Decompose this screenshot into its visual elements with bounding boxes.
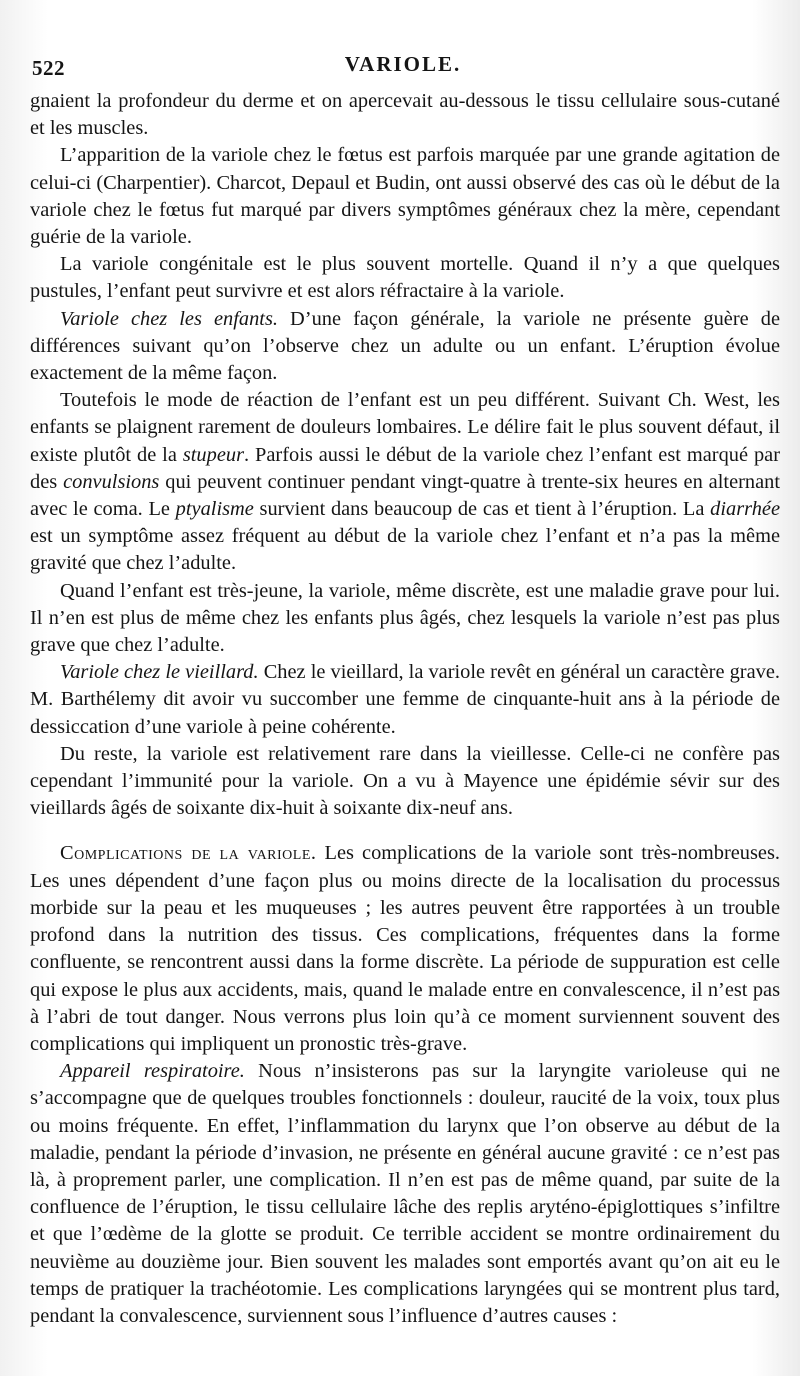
emphasis: stupeur bbox=[182, 443, 245, 466]
emphasis: diarrhée bbox=[710, 498, 780, 521]
section-break bbox=[30, 822, 780, 840]
section-heading: Complications de la variole. bbox=[60, 842, 317, 865]
paragraph-text: La variole congénitale est le plus souvent mortelle. Quand il n’y a que quelques pustules, l’enfant peut survivre et est alors réfractaire à la variole. bbox=[30, 253, 780, 303]
paragraph-text: Les complications de la variole sont très-nombreuses. Les unes dépendent d’une façon plus ou moins directe de la localisation du processus morbide sur la peau et les muqueuses ; les autres peuvent être rapportées à un trouble profond dans la nutrition des tissus. Ces complications, fréquentes dans la forme confluente, se rencontrent aussi dans la forme discrète. La période de suppuration est celle qui expose le plus aux accidents, mais, quand le malade entre en convalescence, il n’est pas à l’abri de tout danger. Nous verrons plus loin qu’à ce moment surviennent souvent des complications qui impliquent un pronostic très-grave. bbox=[30, 842, 781, 1055]
emphasis: convulsions bbox=[63, 470, 160, 493]
paragraph-text: Toutefois le mode de réaction de l’enfant est un peu différent. Suivant Ch. West, les enfants se plaignent rarement de douleurs lombaires. Le délire fait le plus souvent défaut, il existe plutôt de la bbox=[30, 389, 780, 466]
page-header bbox=[28, 52, 778, 84]
paragraph bbox=[30, 840, 780, 1058]
section-lead: Variole chez les enfants. bbox=[60, 307, 278, 330]
page-number: 522 bbox=[32, 56, 65, 80]
paragraph-text: L’apparition de la variole chez le fœtus est parfois marquée par une grande agitation de celui-ci (Charpentier). Charcot, Depaul et Budin, ont aussi observé des cas où le début de la variole chez le fœtus fut marqué par divers symptômes généraux chez la mère, cependant guérie de la variole. bbox=[30, 144, 780, 249]
paragraph-text: Du reste, la variole est relativement rare dans la vieillesse. Celle-ci ne confère pas cependant l’immunité pour la variole. On a vu à Mayence une épidémie sévir sur des vieillards âgés de soixante dix-huit à soixante dix-neuf ans. bbox=[30, 742, 780, 820]
paragraph bbox=[30, 306, 780, 388]
paragraph-text: survient dans beaucoup de cas et tient à l’éruption. La bbox=[253, 498, 711, 521]
paragraph bbox=[30, 1058, 780, 1330]
body-text bbox=[30, 88, 780, 1330]
section-lead: Variole chez le vieillard. bbox=[60, 661, 259, 684]
section-lead: Appareil respiratoire. bbox=[60, 1060, 245, 1083]
emphasis: ptyalisme bbox=[175, 498, 254, 521]
paragraph bbox=[30, 88, 780, 142]
running-title: VARIOLE. bbox=[344, 52, 462, 76]
paragraph-text: Quand l’enfant est très-jeune, la variole, même discrète, est une maladie grave pour lui. Il n’en est plus de même chez les enfants plus âgés, chez lesquels la variole n’est pas plus grave que chez l’adulte. bbox=[30, 579, 780, 657]
paragraph bbox=[30, 251, 780, 305]
paragraph-text: . Parfois aussi le début de la variole chez l’enfant est marqué par des bbox=[30, 443, 780, 493]
paragraph-text: Chez le vieillard, la variole revêt en général un caractère grave. M. Barthélemy dit avoir vu succomber une femme de cinquante-huit ans à la période de dessiccation d’une variole à peine cohérente. bbox=[30, 661, 780, 738]
paragraph-text: gnaient la profondeur du derme et on apercevait au-dessous le tissu cellulaire sous-cutané et les muscles. bbox=[30, 90, 780, 140]
paragraph-text: D’une façon générale, la variole ne présente guère de différences suivant qu’on l’observe chez un adulte ou un enfant. L’éruption évolue exactement de la même façon. bbox=[30, 307, 780, 385]
paragraph bbox=[30, 387, 780, 577]
paragraph-text: qui peuvent continuer pendant vingt-quatre à trente-six heures en alternant avec le coma. Le bbox=[30, 470, 781, 521]
paragraph bbox=[30, 741, 780, 823]
paragraph-text: est un symptôme assez fréquent au début de la variole chez l’enfant et n’a pas la même gravité que chez l’adulte. bbox=[30, 525, 780, 575]
paragraph bbox=[30, 142, 780, 251]
paragraph-text: Nous n’insisterons pas sur la laryngite varioleuse qui ne s’accompagne que de quelques troubles fonctionnels : douleur, raucité de la voix, toux plus ou moins fréquente. En effet, l’inflammation du larynx que l’on observe au début de la maladie, pendant la période d’invasion, ne présente en général aucune gravité : ce n’est pas là, à proprement parler, une complication. Il n’en est pas de même quand, par suite de la confluence de l’éruption, le tissu cellulaire lâche des replis aryténo-épiglottiques s’infiltre et que l’œdème de la glotte se produit. Ce terrible accident se montre ordinairement du neuvième au douzième jour. Bien souvent les malades sont emportés avant qu’on ait eu le temps de pratiquer la trachéotomie. Les complications laryngées qui se montrent plus tard, pendant la convalescence, surviennent sous l’influence d’autres causes : bbox=[30, 1060, 780, 1327]
paragraph bbox=[30, 659, 780, 741]
paragraph bbox=[30, 578, 780, 660]
